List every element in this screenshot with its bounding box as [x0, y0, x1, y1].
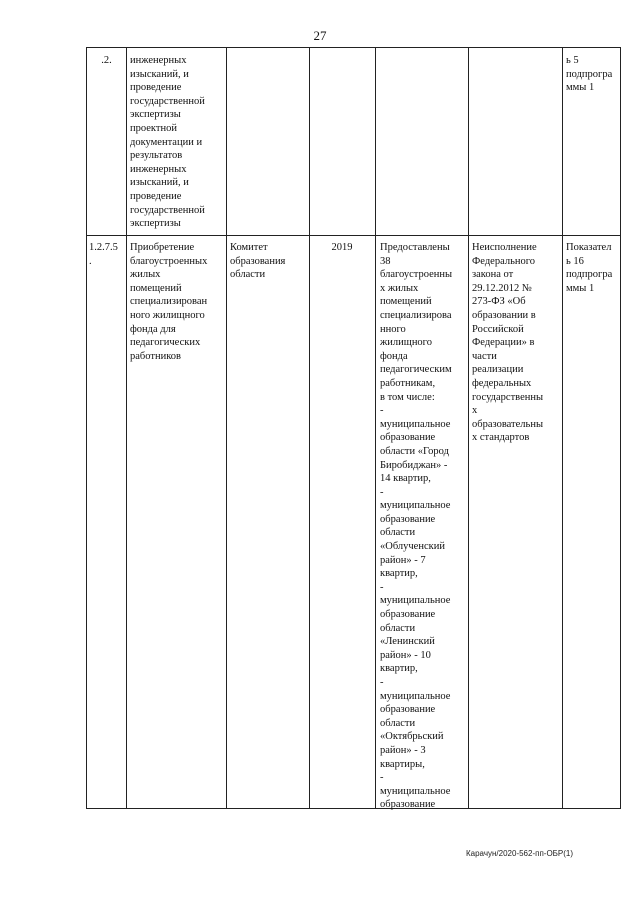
column-divider	[126, 48, 127, 808]
column-divider	[309, 48, 310, 808]
row-divider	[87, 235, 620, 236]
row-number: .2.	[101, 55, 112, 66]
program-table	[86, 47, 621, 809]
row-number: 1.2.7.5 .	[89, 242, 118, 267]
column-divider	[226, 48, 227, 808]
column-divider	[562, 48, 563, 808]
page-number: 27	[313, 28, 327, 43]
column-divider	[375, 48, 376, 808]
indicator: Показател ь 16 подпрогра ммы 1	[566, 242, 613, 294]
indicator: ь 5 подпрогра ммы 1	[566, 55, 613, 94]
expected-result: Предоставлены 38 благоустроенны х жилых помещений специализирова нного жилищного фонда педагогическим работникам, в том числе: - муниципальное образование области «Город Биробиджан» - 14 квартир, - муниципальное образование области «Облученский район» - 7 квартир, - муниципальное образование области «Ленинский район» - 10 квартир, - муниципальное образование области «Октябрьский район» - 3 квартиры, - муниципальное образование	[380, 242, 453, 811]
executor: Комитет образования области	[230, 242, 286, 281]
activity-name: инженерных изысканий, и проведение государственной экспертизы проектной документации и результатов инженерных изысканий, и проведение государственной экспертизы	[130, 55, 205, 230]
year: 2019	[331, 242, 353, 253]
column-divider	[468, 48, 469, 808]
non-fulfillment-consequence: Неисполнение Федерального закона от 29.12.2012 № 273-ФЗ «Об образовании в Российской Федерации» в части реализации федеральных государственны х образовательны х стандартов	[472, 242, 544, 444]
activity-name: Приобретение благоустроенных жилых помещений специализирован ного жилищного фонда для педагогических работников	[130, 242, 208, 362]
document-footer-code: Карачун/2020-562-пп-ОБР(1)	[466, 849, 574, 858]
